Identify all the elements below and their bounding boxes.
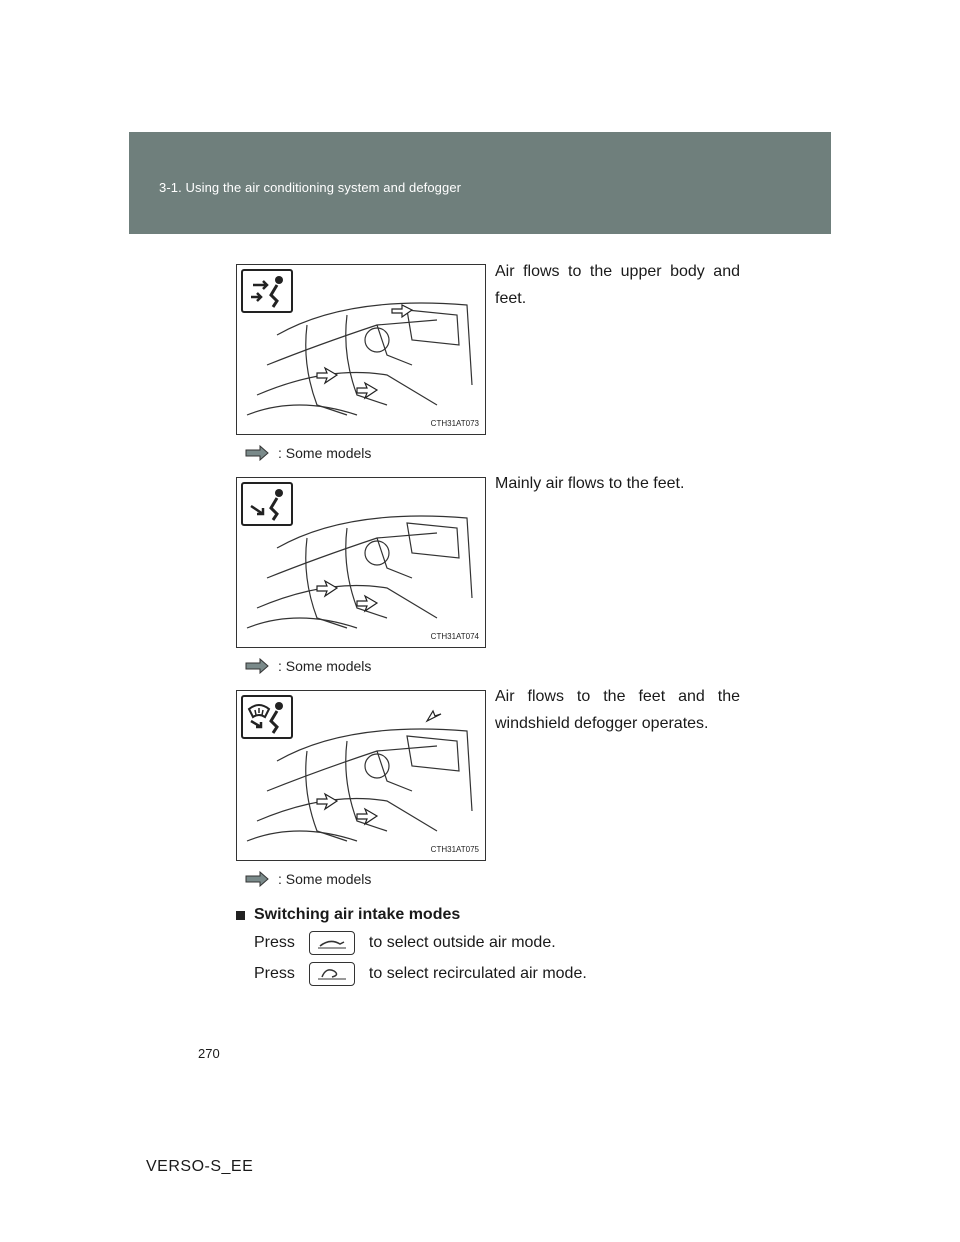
figure-code: CTH31AT073 (430, 419, 479, 428)
feet-airflow-icon (241, 482, 293, 526)
feet-and-defog-airflow-icon (241, 695, 293, 739)
instruction-text: to select outside air mode. (368, 934, 556, 951)
airflow-arrow-icon (244, 445, 270, 461)
section-heading (236, 906, 460, 924)
mode-description: Mainly air flows to the feet. (495, 475, 685, 492)
some-models-note (244, 443, 371, 463)
breadcrumb: 3-1. Using the air conditioning system and defogger (159, 180, 462, 195)
figure-feet-mode (236, 477, 486, 648)
instruction-line (254, 962, 587, 986)
recirculated-air-button-icon (309, 962, 355, 986)
figure-code: CTH31AT074 (430, 632, 479, 641)
figure-face-and-feet-mode (236, 264, 486, 435)
heading-text: Switching air intake modes (254, 906, 461, 923)
instruction-text: to select recirculated air mode. (368, 965, 587, 982)
figure-code: CTH31AT075 (430, 845, 479, 854)
note-text: : Some models (278, 445, 372, 461)
some-models-note (244, 869, 371, 889)
square-bullet-icon (236, 911, 245, 920)
figure-feet-and-defog-mode (236, 690, 486, 861)
page-number: 270 (198, 1046, 220, 1061)
note-text: : Some models (278, 871, 372, 887)
press-label: Press (254, 934, 295, 951)
press-label: Press (254, 965, 295, 982)
instruction-line (254, 931, 556, 955)
mode-description: Air flows to the feet and the windshield defogger operates. (495, 688, 740, 732)
airflow-arrow-icon (244, 871, 270, 887)
note-text: : Some models (278, 658, 372, 674)
airflow-arrow-icon (244, 658, 270, 674)
footer-code: VERSO-S_EE (146, 1158, 254, 1175)
outside-air-button-icon (309, 931, 355, 955)
some-models-note (244, 656, 371, 676)
face-and-feet-airflow-icon (241, 269, 293, 313)
section-header-bar (129, 132, 831, 234)
mode-description: Air flows to the upper body and feet. (495, 263, 740, 307)
